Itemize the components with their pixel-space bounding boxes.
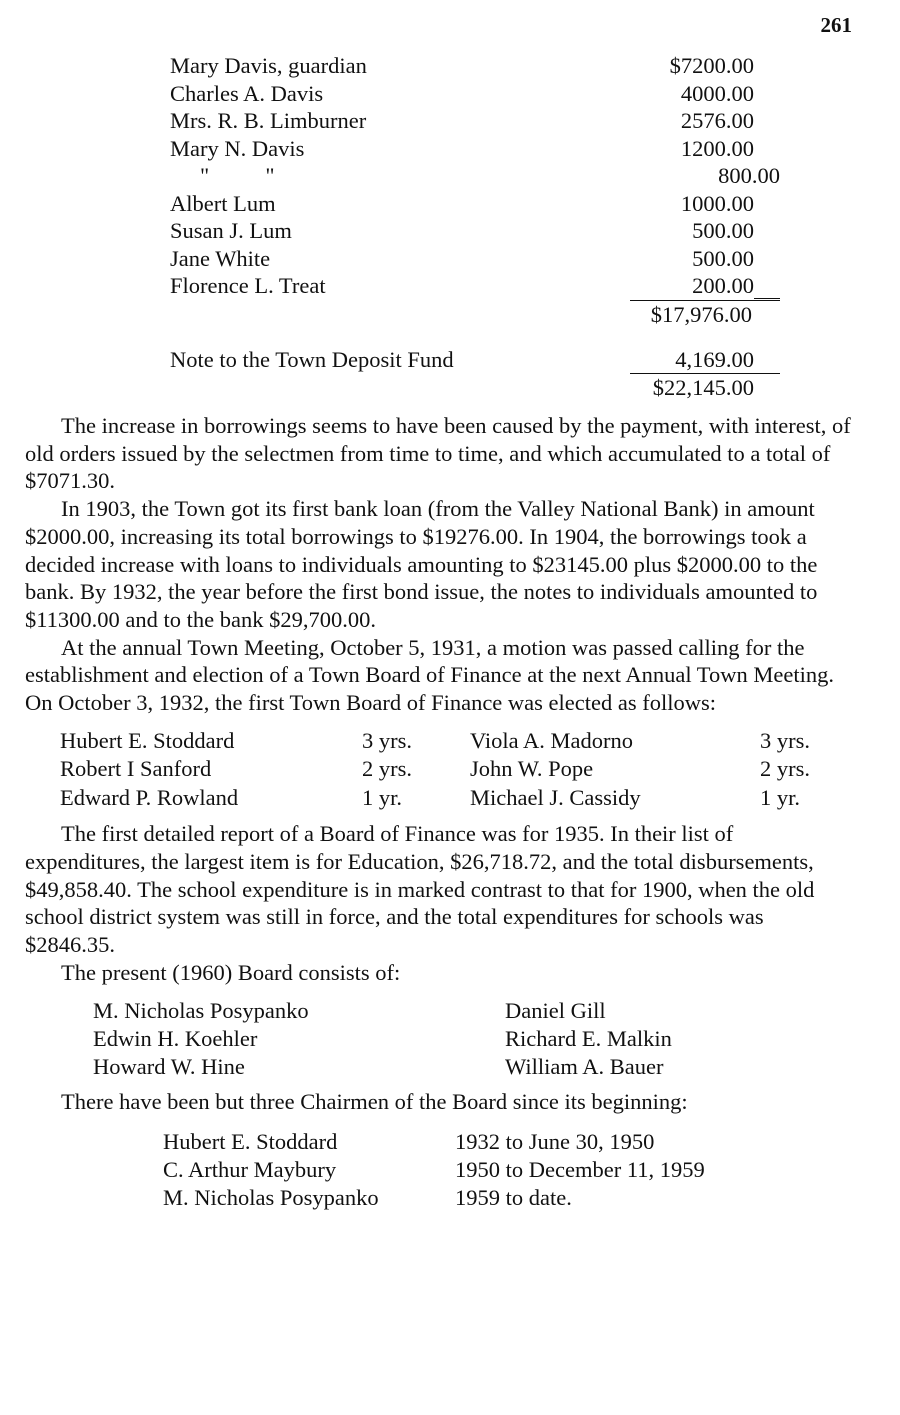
subtotal-row: [630, 300, 780, 330]
table-row: [60, 727, 810, 756]
loan-amount: 2576.00: [680, 108, 754, 133]
note-amount: 4,169.00: [675, 346, 754, 372]
member-name: Robert I Sanford: [60, 756, 212, 782]
loan-amount: 500.00: [692, 245, 754, 271]
table-row: [60, 784, 810, 813]
member-name: William A. Bauer: [505, 1053, 664, 1079]
underline-extension: [754, 272, 780, 299]
member-term: 2 yrs.: [760, 756, 810, 782]
member-name: Edward P. Rowland: [60, 784, 239, 810]
member-name: Richard E. Malkin: [505, 1025, 672, 1051]
loan-name: Mary Davis, guardian: [170, 53, 367, 78]
total-amount: $22,145.00: [652, 375, 754, 400]
chairman-period: 1950 to December 11, 1959: [455, 1157, 705, 1183]
present-board-table: [93, 996, 672, 1080]
loan-row: [170, 272, 780, 300]
loan-name: Jane White: [170, 245, 271, 271]
loan-name: Mrs. R. B. Limburner: [170, 108, 367, 133]
ditto-marks: " ": [200, 163, 275, 188]
paragraph: There have been but three Chairmen of the Board since its beginning:: [61, 1089, 688, 1115]
table-row: [60, 755, 810, 784]
paragraph: The increase in borrowings seems to have been caused by the payment, with interest, of old orders issued by the selectmen from time to time, and which accumulated to a total of $7071.30.: [25, 413, 851, 494]
paragraph: At the annual Town Meeting, October 5, 1931, a motion was passed calling for the establishment and election of a Town Board of Finance at the next Annual Town Meeting. On October 3, 1932, the first Town Board of Finance was elected as follows:: [25, 634, 834, 716]
loan-row: [170, 52, 780, 80]
paragraph: The first detailed report of a Board of Finance was for 1935. In their list of expenditures, the largest item is for Education, $26,718.72, and the total disbursements, $49,858.40. The school expenditure is in marked contrast to that for 1900, when the old school district system was still in force, and the total expenditures for schools was $2846.35.: [25, 821, 815, 958]
loan-amount: 800.00: [718, 163, 780, 188]
paragraph: In 1903, the Town got its first bank loan (from the Valley National Bank) in amount $2000.00, increasing its total borrowings to $19276.00. In 1904, the borrowings took a decided increase with loans to individuals amounting to $23145.00 plus $2000.00 to the bank. By 1932, the year before the first bond issue, the notes to individuals amounted to $11300.00 and to the bank $29,700.00.: [25, 496, 818, 632]
member-name: M. Nicholas Posypanko: [93, 997, 309, 1023]
chairman-name: Hubert E. Stoddard: [163, 1129, 338, 1155]
loan-name: Charles A. Davis: [170, 80, 324, 106]
table-row: [93, 1024, 672, 1052]
member-name: Hubert E. Stoddard: [60, 727, 235, 753]
member-name: Howard W. Hine: [93, 1053, 245, 1079]
loans-table: [170, 52, 780, 403]
member-term: 2 yrs.: [362, 756, 412, 782]
member-name: Michael J. Cassidy: [470, 784, 641, 810]
body-text: [25, 412, 855, 1212]
loan-amount: 500.00: [692, 218, 754, 243]
first-board-table: [60, 727, 810, 813]
table-row: [93, 996, 672, 1024]
chairman-name: C. Arthur Maybury: [163, 1157, 337, 1183]
loan-row: [170, 80, 780, 108]
subtotal-amount: $17,976.00: [650, 301, 752, 327]
page-number: 261: [820, 13, 852, 37]
paragraph: The present (1960) Board consists of:: [61, 959, 401, 985]
loan-amount: 1000.00: [680, 190, 754, 216]
note-row: [170, 346, 780, 374]
loan-row: [170, 107, 780, 135]
loan-name: Mary N. Davis: [170, 135, 305, 161]
chairmen-table: [163, 1128, 705, 1212]
loan-amount: $7200.00: [669, 53, 754, 78]
loan-row: [170, 245, 780, 273]
loan-amount: 1200.00: [680, 135, 754, 161]
member-term: 3 yrs.: [362, 727, 412, 753]
chairman-period: 1959 to date.: [455, 1185, 572, 1211]
member-name: Daniel Gill: [505, 997, 606, 1023]
member-term: 3 yrs.: [760, 727, 810, 753]
loan-amount: 4000.00: [680, 80, 754, 106]
loan-name: Susan J. Lum: [170, 218, 292, 243]
loan-row: [170, 190, 780, 218]
chairman-period: 1932 to June 30, 1950: [455, 1129, 655, 1155]
loan-row: [170, 217, 780, 245]
member-term: 1 yr.: [362, 784, 403, 810]
loan-name: Albert Lum: [170, 190, 276, 216]
table-row: [163, 1156, 705, 1184]
member-name: Viola A. Madorno: [470, 727, 634, 753]
total-row: [630, 373, 780, 403]
member-name: Edwin H. Koehler: [93, 1025, 258, 1051]
note-label: Note to the Town Deposit Fund: [170, 346, 454, 372]
member-term: 1 yr.: [760, 784, 801, 810]
loan-row: [170, 135, 780, 163]
table-row: [163, 1184, 705, 1212]
table-row: [93, 1052, 672, 1080]
loan-row: [170, 162, 780, 190]
member-name: John W. Pope: [470, 756, 594, 782]
table-row: [163, 1128, 705, 1156]
chairman-name: M. Nicholas Posypanko: [163, 1185, 379, 1211]
loan-amount: 200.00: [692, 273, 754, 298]
loan-name: Florence L. Treat: [170, 273, 326, 298]
